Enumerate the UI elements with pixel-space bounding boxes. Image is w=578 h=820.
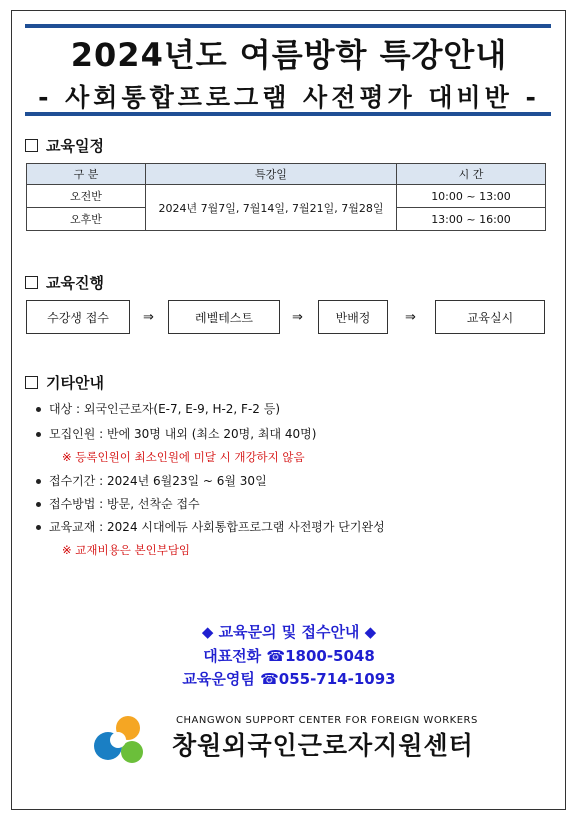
table-row [27, 185, 546, 208]
contact-heading: ◆ 교육문의 및 접수안내 ◆ [201, 623, 377, 641]
note-text: ※ 교재비용은 본인부담임 [62, 543, 191, 557]
logo-english-name: CHANGWON SUPPORT CENTER FOR FOREIGN WORKERS [176, 715, 478, 726]
checkbox-icon [25, 276, 38, 289]
page-title: 2024년도 여름방학 특강안내 [70, 36, 508, 74]
process-steps [0, 300, 578, 336]
list-item: 접수기간 : 2024년 6월23일 ~ 6월 30일 [36, 472, 267, 489]
checkbox-icon [25, 376, 38, 389]
bullet-icon [36, 479, 41, 484]
header-date: 특강일 [146, 164, 397, 185]
schedule-table [26, 163, 546, 231]
title-rule [25, 112, 551, 116]
section-process-heading [25, 272, 104, 293]
section-title: 기타안내 [46, 374, 104, 392]
list-item: 접수방법 : 방문, 선착순 접수 [36, 495, 200, 512]
arrow-icon: ⇒ [292, 310, 303, 325]
step-box: 레벨테스트 [168, 300, 280, 334]
list-item: 교육교재 : 2024 시대에듀 사회통합프로그램 사전평가 단기완성 [36, 518, 385, 535]
header-time: 시 간 [397, 164, 546, 185]
time-cell: 13:00 ~ 16:00 [397, 208, 546, 231]
list-item: 대상 : 외국인근로자(E-7, E-9, H-2, F-2 등) [36, 400, 280, 417]
bullet-icon [36, 432, 41, 437]
header-group: 구 분 [27, 164, 146, 185]
arrow-icon: ⇒ [143, 310, 154, 325]
section-title: 교육진행 [46, 274, 104, 292]
dates-cell: 2024년 7월7일, 7월14일, 7월21일, 7월28일 [146, 185, 397, 231]
page-subtitle: - 사회통합프로그램 사전평가 대비반 - [38, 83, 540, 112]
checkbox-icon [25, 139, 38, 152]
group-cell: 오전반 [27, 185, 146, 208]
section-title: 교육일정 [46, 137, 104, 155]
bullet-icon [36, 407, 41, 412]
list-item: 모집인원 : 반에 30명 내외 (최소 20명, 최대 40명) [36, 425, 316, 442]
table-header-row [27, 164, 546, 185]
note-text: ※ 등록인원이 최소인원에 미달 시 개강하지 않음 [62, 450, 305, 464]
bullet-icon [36, 525, 41, 530]
top-rule [25, 24, 551, 28]
step-box: 수강생 접수 [26, 300, 130, 334]
contact-phone-main: 대표전화 ☎1800-5048 [203, 647, 375, 665]
logo-korean-name: 창원외국인근로자지원센터 [172, 731, 474, 760]
section-schedule-heading [25, 135, 104, 156]
center-logo-icon [88, 712, 158, 768]
time-cell: 10:00 ~ 13:00 [397, 185, 546, 208]
step-box: 반배정 [318, 300, 388, 334]
contact-phone-team: 교육운영팀 ☎055-714-1093 [182, 670, 396, 688]
group-cell: 오후반 [27, 208, 146, 231]
section-info-heading [25, 372, 104, 393]
step-box: 교육실시 [435, 300, 545, 334]
bullet-icon [36, 502, 41, 507]
arrow-icon: ⇒ [405, 310, 416, 325]
